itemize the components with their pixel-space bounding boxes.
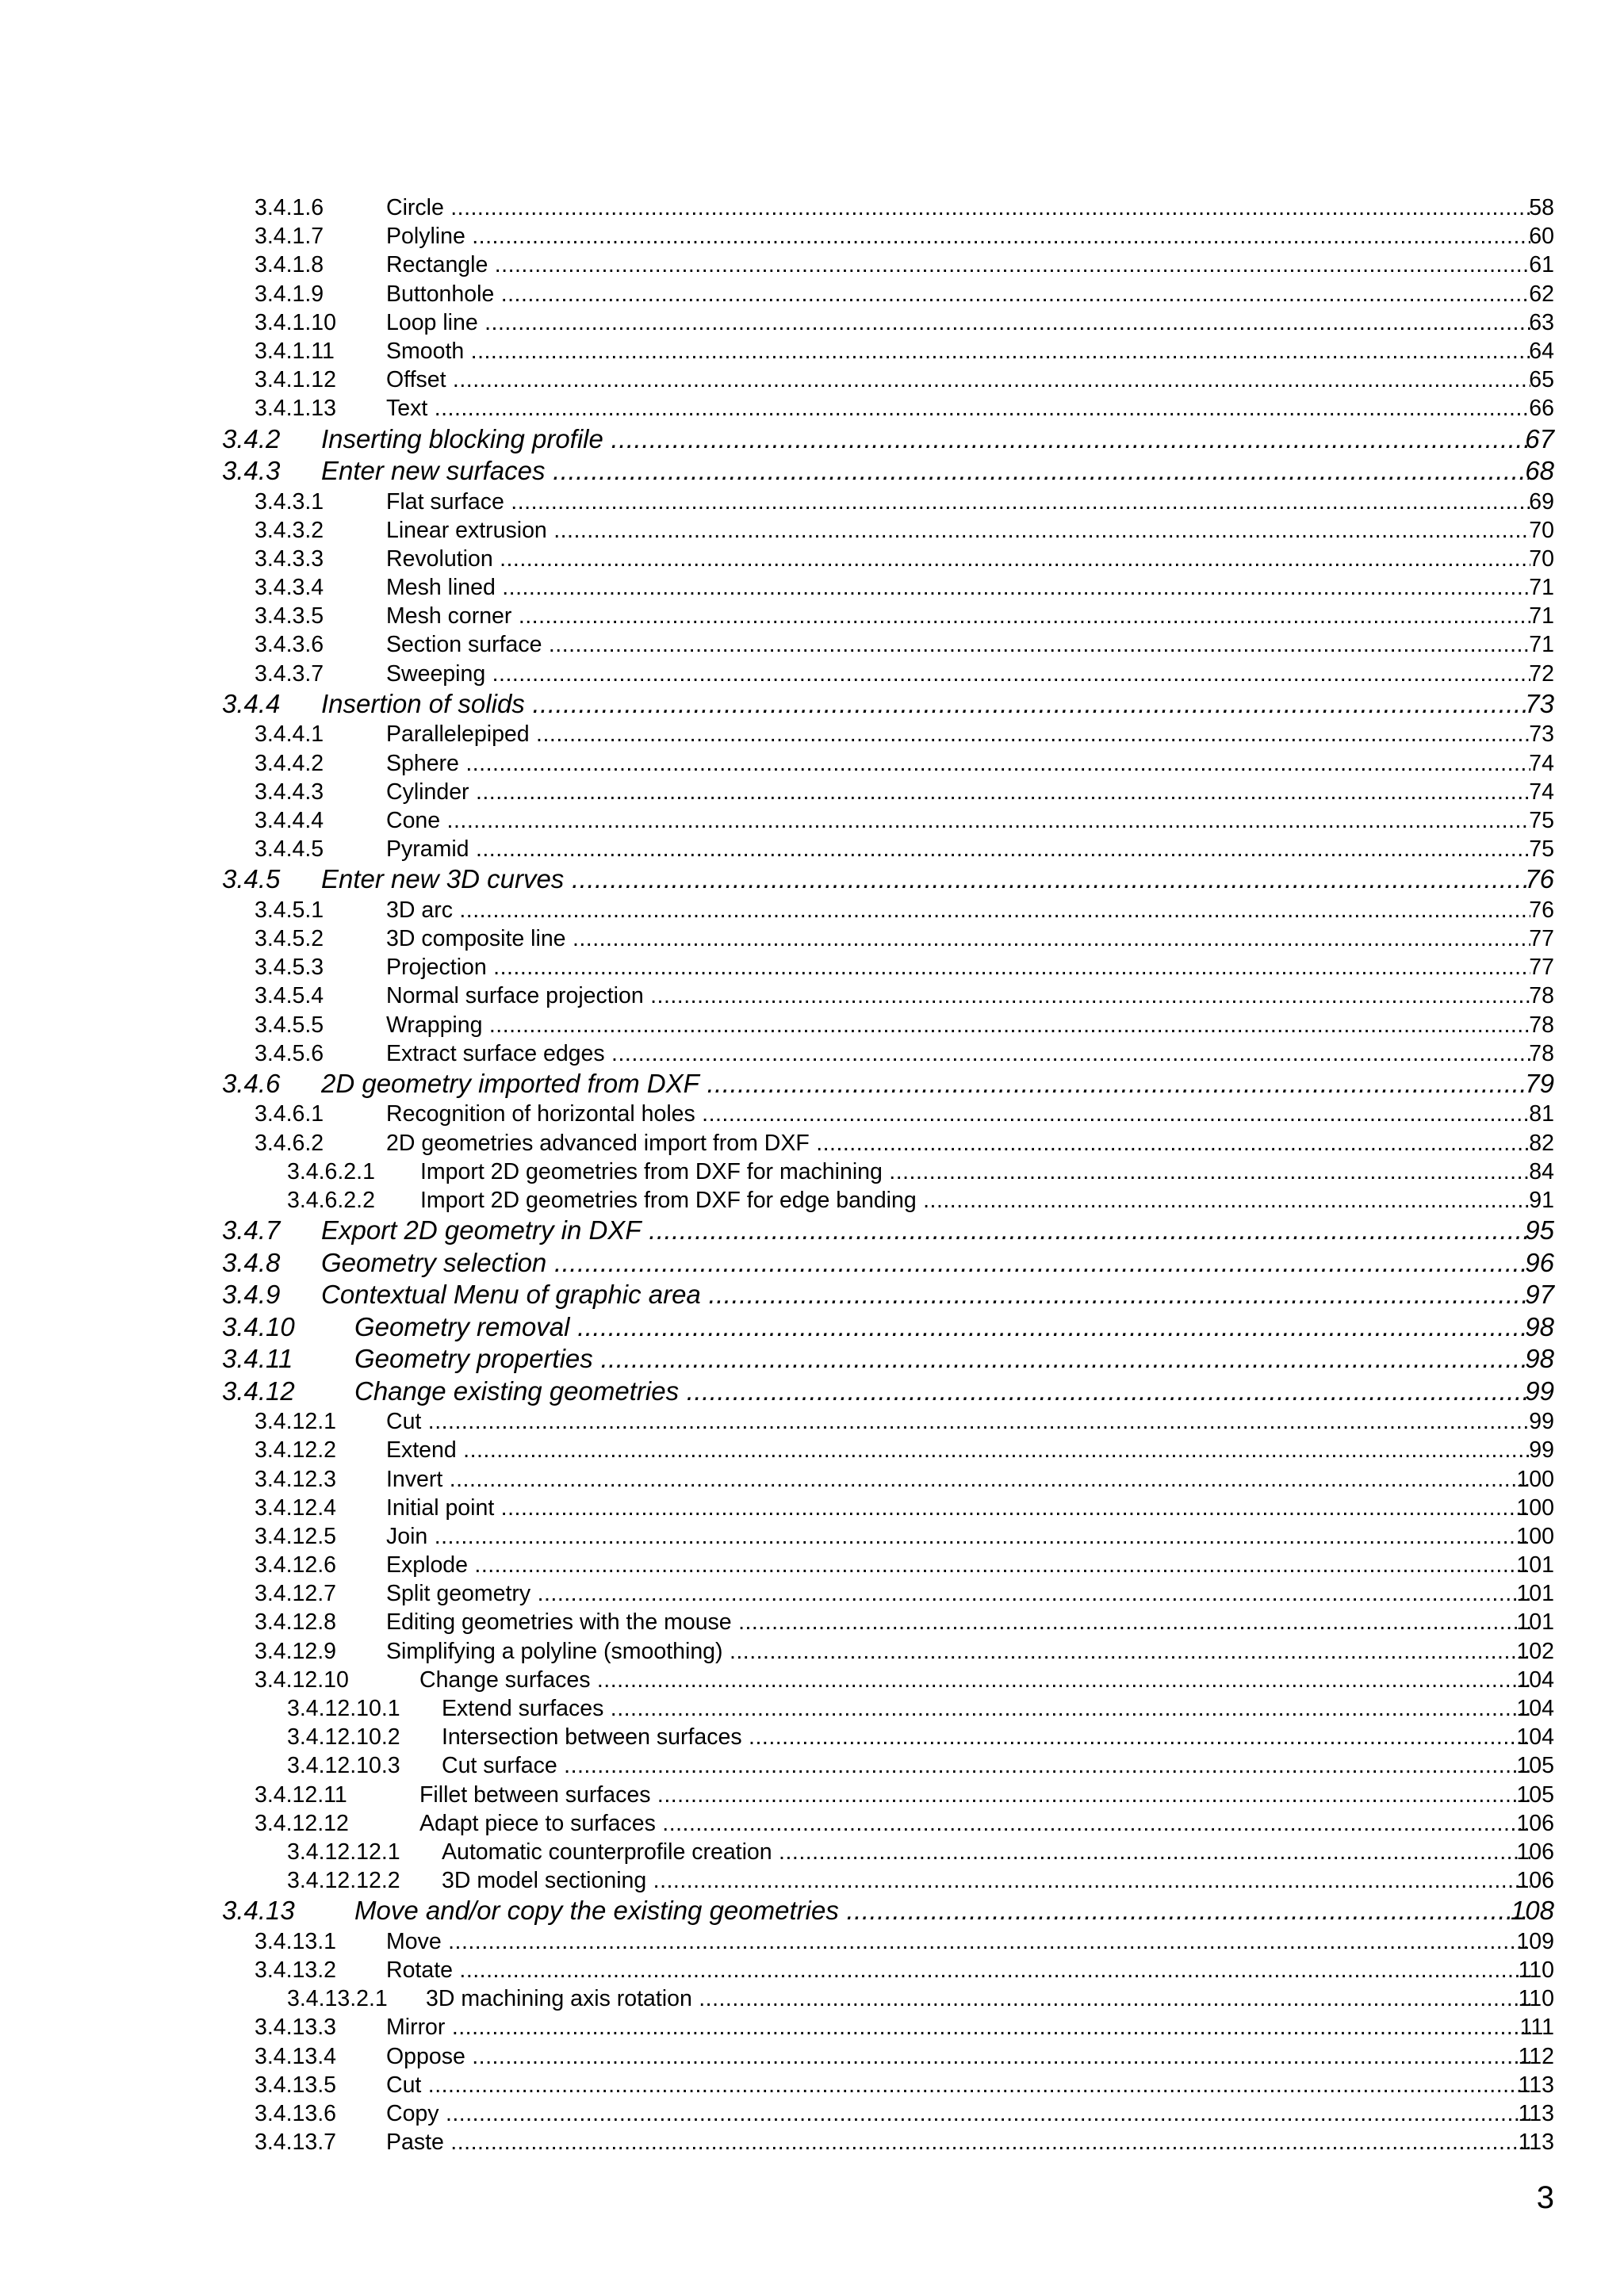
toc-entry-page: 73 [1525,688,1554,718]
toc-entry-page: 74 [1529,750,1554,776]
toc-entry[interactable] [0,602,1624,630]
toc-entry[interactable] [0,2128,1624,2156]
toc-entry-page: 65 [1529,367,1554,393]
toc-entry-page: 74 [1529,779,1554,805]
toc-entry-number: 3.4.3.3 [255,545,324,572]
toc-entry-page: 73 [1529,721,1554,748]
toc-entry[interactable] [0,1637,1624,1666]
toc-entry[interactable] [0,251,1624,279]
toc-entry-title: Cone ..... [386,806,1530,835]
toc-entry[interactable] [0,1068,1624,1100]
toc-entry[interactable] [0,1551,1624,1579]
toc-entry-title: Inserting blocking profile ..... [321,423,1529,455]
toc-entry[interactable] [0,1129,1624,1158]
toc-entry-page: 76 [1525,864,1554,894]
toc-entry-title: 2D geometry imported from DXF ..... [321,1068,1529,1100]
toc-entry-title: Simplifying a polyline (smoothing) ..... [386,1637,1530,1666]
toc-entry-page: 102 [1516,1638,1554,1664]
toc-entry-number: 3.4.2 [222,423,281,453]
toc-entry-title: Copy ..... [386,2099,1530,2128]
toc-entry-number: 3.4.1.12 [255,367,337,393]
toc-entry[interactable] [0,545,1624,573]
toc-entry-title: Enter new 3D curves ..... [321,863,1529,895]
toc-entry-page: 71 [1529,575,1554,601]
toc-entry[interactable] [0,896,1624,924]
toc-entry[interactable] [0,1311,1624,1344]
toc-entry-title: Revolution ..... [386,545,1530,573]
toc-entry-title: 3D arc ..... [386,896,1530,924]
toc-entry-title: 2D geometries advanced import from DXF ..... [386,1129,1530,1158]
toc-entry-number: 3.4.12.3 [255,1466,337,1492]
toc-entry-title: Enter new surfaces ..... [321,455,1529,487]
toc-entry-number: 3.4.13.2 [255,1957,337,1983]
toc-entry-title: Circle ..... [386,193,1530,222]
toc-entry-number: 3.4.12.8 [255,1609,337,1636]
toc-entry-title: Wrapping ..... [386,1011,1530,1039]
toc-entry-number: 3.4.12.10 [255,1667,349,1693]
toc-entry-number: 3.4.3 [222,456,281,485]
toc-entry-title: Extend ..... [386,1436,1530,1464]
toc-entry-page: 72 [1529,660,1554,687]
toc-entry-page: 79 [1525,1068,1554,1098]
toc-entry[interactable] [0,1436,1624,1464]
toc-entry[interactable] [0,1465,1624,1494]
toc-entry[interactable] [0,749,1624,778]
toc-entry-page: 106 [1516,1810,1554,1836]
toc-entry-number: 3.4.12.7 [255,1581,337,1607]
toc-entry-number: 3.4.6.1 [255,1101,324,1127]
toc-entry-title: Section surface ..... [386,630,1530,659]
toc-entry-title: Extend surfaces ..... [442,1694,1530,1723]
toc-entry-title: Adapt piece to surfaces ..... [419,1809,1530,1838]
toc-entry-number: 3.4.4.5 [255,836,324,863]
toc-entry-page: 82 [1529,1130,1554,1156]
toc-entry-page: 101 [1516,1552,1554,1578]
toc-entry-page: 95 [1525,1215,1554,1246]
toc-entry-title: Paste ..... [386,2128,1530,2156]
toc-entry-number: 3.4.12.2 [255,1437,337,1464]
toc-entry-title: Text ..... [386,394,1530,423]
toc-entry-number: 3.4.3.5 [255,603,324,629]
toc-entry-page: 78 [1529,1040,1554,1066]
toc-entry-page: 60 [1529,224,1554,250]
toc-entry-page: 78 [1529,1012,1554,1038]
toc-entry[interactable] [0,924,1624,953]
toc-entry[interactable] [0,1838,1624,1866]
toc-entry[interactable] [0,1100,1624,1128]
toc-entry-number: 3.4.8 [222,1247,281,1277]
toc-entry-title: Mirror ..... [386,2013,1530,2042]
toc-entry[interactable] [0,835,1624,863]
toc-entry-number: 3.4.1.11 [255,338,335,364]
toc-entry-title: Editing geometries with the mouse ..... [386,1608,1530,1636]
toc-entry-number: 3.4.13.3 [255,2015,337,2041]
toc-entry-title: Insertion of solids ..... [321,688,1529,720]
toc-entry-title: Pyramid ..... [386,835,1530,863]
toc-entry[interactable] [0,2099,1624,2128]
toc-entry-number: 3.4.1.13 [255,396,337,422]
toc-entry[interactable] [0,806,1624,835]
toc-entry-page: 64 [1529,338,1554,364]
toc-entry-title: Import 2D geometries from DXF for machining ..... [420,1158,1530,1186]
toc-entry[interactable] [0,720,1624,748]
toc-entry-page: 91 [1529,1187,1554,1213]
toc-entry-title: Parallelepiped ..... [386,720,1530,748]
toc-entry-page: 61 [1529,252,1554,278]
toc-entry[interactable] [0,1781,1624,1809]
toc-entry[interactable] [0,1158,1624,1186]
toc-entry-title: 3D machining axis rotation ..... [426,1984,1530,2013]
toc-entry-title: Invert ..... [386,1465,1530,1494]
toc-entry-number: 3.4.13.6 [255,2100,337,2126]
toc-entry[interactable] [0,1809,1624,1838]
toc-entry-number: 3.4.11 [222,1344,293,1374]
toc-entry-number: 3.4.6.2.2 [287,1187,375,1213]
toc-entry-title: Geometry properties ..... [354,1343,1529,1375]
toc-entry[interactable] [0,280,1624,308]
toc-entry-title: Cut surface ..... [442,1751,1530,1780]
toc-entry-number: 3.4.12.1 [255,1409,337,1435]
toc-entry-page: 104 [1516,1667,1554,1693]
toc-entry-title: Import 2D geometries from DXF for edge banding ..... [420,1186,1530,1215]
toc-entry[interactable] [0,1522,1624,1551]
toc-entry[interactable] [0,1694,1624,1723]
toc-entry-page: 63 [1529,309,1554,335]
toc-entry[interactable] [0,688,1624,721]
toc-entry-number: 3.4.4.1 [255,721,324,748]
toc-entry-page: 104 [1516,1724,1554,1751]
toc-entry[interactable] [0,1751,1624,1780]
toc-entry-title: Normal surface projection ..... [386,982,1530,1010]
toc-entry[interactable] [0,1956,1624,1984]
toc-entry[interactable] [0,1579,1624,1608]
toc-entry-page: 113 [1518,2100,1554,2126]
toc-entry-number: 3.4.4.3 [255,779,324,805]
toc-entry[interactable] [0,1011,1624,1039]
toc-entry-page: 101 [1516,1609,1554,1636]
toc-entry-title: Move and/or copy the existing geometries ..... [354,1895,1529,1927]
toc-entry-page: 77 [1529,955,1554,981]
toc-entry[interactable] [0,1927,1624,1956]
toc-entry-number: 3.4.6.2.1 [287,1158,375,1184]
toc-entry-page: 99 [1529,1409,1554,1435]
toc-entry-number: 3.4.13.7 [255,2130,337,2156]
toc-entry-page: 110 [1518,1957,1554,1983]
table-of-contents [0,193,1624,2156]
toc-entry-title: Extract surface edges ..... [386,1039,1530,1068]
toc-entry[interactable] [0,516,1624,545]
toc-entry-page: 78 [1529,983,1554,1009]
toc-entry[interactable] [0,2071,1624,2099]
toc-entry-number: 3.4.1.6 [255,195,324,220]
toc-entry[interactable] [0,222,1624,251]
toc-entry-number: 3.4.3.6 [255,632,324,658]
toc-entry-page: 105 [1516,1753,1554,1779]
toc-entry-page: 69 [1529,488,1554,515]
toc-entry-number: 3.4.12.11 [255,1781,347,1808]
toc-entry-number: 3.4.12.4 [255,1494,337,1521]
toc-entry-number: 3.4.3.1 [255,488,324,515]
toc-entry-number: 3.4.12 [222,1376,295,1406]
toc-entry-title: Recognition of horizontal holes ..... [386,1100,1530,1128]
toc-entry[interactable] [0,863,1624,896]
toc-entry[interactable] [0,953,1624,982]
toc-entry-number: 3.4.1.8 [255,252,324,278]
toc-entry-number: 3.4.4.2 [255,750,324,776]
toc-entry-title: Offset ..... [386,365,1530,394]
page-number: 3 [1536,2180,1554,2215]
toc-entry-number: 3.4.5.3 [255,955,324,981]
toc-entry-page: 105 [1516,1781,1554,1808]
toc-entry[interactable] [0,365,1624,394]
toc-entry-number: 3.4.5.1 [255,897,324,923]
toc-entry-number: 3.4.9 [222,1280,281,1310]
toc-entry-title: Geometry selection ..... [321,1247,1529,1279]
toc-entry[interactable] [0,982,1624,1010]
toc-entry-page: 104 [1516,1696,1554,1721]
toc-entry-title: Linear extrusion ..... [386,516,1530,545]
toc-entry-title: Explode ..... [386,1551,1530,1579]
toc-entry-title: Buttonhole ..... [386,280,1530,308]
toc-entry-page: 109 [1516,1928,1554,1954]
toc-entry-number: 3.4.7 [222,1215,281,1246]
toc-entry-page: 70 [1529,545,1554,572]
toc-entry-number: 3.4.1.9 [255,281,324,307]
toc-entry-number: 3.4.12.10.3 [287,1753,400,1779]
toc-entry-number: 3.4.13.4 [255,2043,337,2069]
toc-entry-page: 106 [1516,1839,1554,1865]
toc-entry[interactable] [0,1866,1624,1895]
toc-entry-title: Export 2D geometry in DXF ..... [321,1215,1529,1246]
toc-entry-page: 98 [1525,1311,1554,1341]
toc-entry[interactable] [0,1494,1624,1522]
toc-entry[interactable] [0,2013,1624,2042]
toc-entry-number: 3.4.5.5 [255,1012,324,1038]
toc-entry-page: 113 [1518,2072,1554,2098]
toc-entry-page: 75 [1529,836,1554,863]
toc-entry[interactable] [0,488,1624,516]
toc-entry-title: Geometry removal ..... [354,1311,1529,1343]
toc-entry-number: 3.4.12.12.1 [287,1839,400,1865]
toc-entry-page: 96 [1525,1247,1554,1277]
toc-entry-page: 98 [1525,1344,1554,1374]
toc-entry-number: 3.4.12.12 [255,1810,349,1836]
toc-entry-title: Projection ..... [386,953,1530,982]
toc-entry-page: 58 [1529,195,1554,220]
toc-entry[interactable] [0,337,1624,365]
toc-entry-title: Rotate ..... [386,1956,1530,1984]
toc-entry-page: 112 [1518,2043,1554,2069]
toc-entry[interactable] [0,1186,1624,1215]
toc-entry-number: 3.4.12.12.2 [287,1868,400,1894]
toc-entry-number: 3.4.12.5 [255,1523,337,1549]
toc-entry-number: 3.4.12.9 [255,1638,337,1664]
toc-entry-page: 70 [1529,517,1554,543]
toc-entry[interactable] [0,1343,1624,1376]
toc-entry-title: Initial point ..... [386,1494,1530,1522]
toc-entry-title: Change existing geometries ..... [354,1376,1529,1407]
toc-entry-page: 66 [1529,396,1554,422]
toc-entry-number: 3.4.3.7 [255,660,324,687]
toc-entry-number: 3.4.6 [222,1068,281,1098]
toc-entry-title: Oppose ..... [386,2042,1530,2071]
toc-entry[interactable] [0,1895,1624,1927]
toc-entry-title: Sweeping ..... [386,660,1530,688]
toc-entry-title: Flat surface ..... [386,488,1530,516]
toc-entry-page: 110 [1518,1986,1554,2012]
toc-entry[interactable] [0,1279,1624,1311]
toc-entry-title: Move ..... [386,1927,1530,1956]
toc-entry-number: 3.4.12.6 [255,1552,337,1578]
toc-entry-page: 81 [1529,1101,1554,1127]
toc-entry-number: 3.4.5.6 [255,1040,324,1066]
toc-entry[interactable] [0,1984,1624,2013]
toc-entry-page: 100 [1516,1494,1554,1521]
toc-entry-number: 3.4.5.4 [255,983,324,1009]
toc-entry-page: 113 [1518,2130,1554,2156]
toc-entry-title: Automatic counterprofile creation ..... [442,1838,1530,1866]
toc-entry-number: 3.4.13.5 [255,2072,337,2098]
toc-entry-title: Smooth ..... [386,337,1530,365]
toc-entry-page: 67 [1525,423,1554,453]
toc-entry-number: 3.4.5 [222,864,281,894]
toc-entry-page: 99 [1529,1437,1554,1464]
toc-entry[interactable] [0,778,1624,806]
toc-entry-page: 71 [1529,603,1554,629]
toc-entry[interactable] [0,308,1624,337]
toc-entry-page: 100 [1516,1523,1554,1549]
toc-entry-page: 62 [1529,281,1554,307]
toc-entry-number: 3.4.13 [222,1896,295,1926]
toc-entry[interactable] [0,455,1624,488]
toc-entry-title: 3D composite line ..... [386,924,1530,953]
toc-entry-number: 3.4.6.2 [255,1130,324,1156]
toc-entry-page: 75 [1529,807,1554,833]
toc-entry-title: Fillet between surfaces ..... [419,1781,1530,1809]
toc-entry[interactable] [0,660,1624,688]
toc-entry-title: Split geometry ..... [386,1579,1530,1608]
toc-entry-page: 101 [1516,1581,1554,1607]
toc-entry-number: 3.4.5.2 [255,925,324,951]
toc-entry-number: 3.4.4 [222,688,281,718]
toc-entry-number: 3.4.4.4 [255,807,324,833]
toc-entry[interactable] [0,1666,1624,1694]
toc-entry-title: Mesh corner ..... [386,602,1530,630]
toc-entry-number: 3.4.12.10.1 [287,1696,400,1721]
toc-entry-title: Sphere ..... [386,749,1530,778]
toc-entry-title: Change surfaces ..... [419,1666,1530,1694]
toc-entry-page: 76 [1529,897,1554,923]
toc-entry[interactable] [0,1247,1624,1280]
toc-entry[interactable] [0,1039,1624,1068]
toc-entry-page: 108 [1510,1896,1554,1926]
toc-entry-title: Contextual Menu of graphic area ..... [321,1279,1529,1311]
toc-entry-title: Mesh lined ..... [386,573,1530,602]
toc-entry-title: Cut ..... [386,1407,1530,1436]
toc-entry-page: 77 [1529,925,1554,951]
toc-entry-page: 106 [1516,1868,1554,1894]
toc-entry[interactable] [0,2042,1624,2071]
toc-entry-number: 3.4.13.1 [255,1928,337,1954]
toc-entry-number: 3.4.3.2 [255,517,324,543]
toc-entry-title: Cylinder ..... [386,778,1530,806]
toc-entry-number: 3.4.1.10 [255,309,337,335]
toc-entry-page: 84 [1529,1158,1554,1184]
toc-entry-title: Intersection between surfaces ..... [442,1723,1530,1751]
toc-entry-page: 100 [1516,1466,1554,1492]
toc-entry-title: Join ..... [386,1522,1530,1551]
toc-entry-number: 3.4.3.4 [255,575,324,601]
toc-entry-number: 3.4.13.2.1 [287,1986,388,2012]
toc-entry[interactable] [0,1376,1624,1408]
toc-entry-page: 99 [1525,1376,1554,1406]
toc-entry[interactable] [0,1215,1624,1247]
toc-entry[interactable] [0,573,1624,602]
toc-entry-title: Loop line ..... [386,308,1530,337]
toc-entry[interactable] [0,630,1624,659]
toc-entry[interactable] [0,193,1624,222]
toc-entry[interactable] [0,1608,1624,1636]
toc-entry[interactable] [0,394,1624,423]
toc-entry-title: 3D model sectioning ..... [442,1866,1530,1895]
toc-entry-page: 97 [1525,1280,1554,1310]
toc-entry-number: 3.4.12.10.2 [287,1724,400,1751]
toc-entry[interactable] [0,423,1624,456]
toc-entry-title: Cut ..... [386,2071,1530,2099]
toc-entry-number: 3.4.10 [222,1311,295,1341]
toc-entry-title: Rectangle ..... [386,251,1530,279]
toc-entry[interactable] [0,1407,1624,1436]
toc-entry-title: Polyline ..... [386,222,1530,251]
toc-entry-page: 71 [1529,632,1554,658]
toc-entry-page: 68 [1525,456,1554,485]
toc-entry[interactable] [0,1723,1624,1751]
toc-entry-page: 111 [1519,2015,1554,2041]
toc-entry-number: 3.4.1.7 [255,224,324,250]
